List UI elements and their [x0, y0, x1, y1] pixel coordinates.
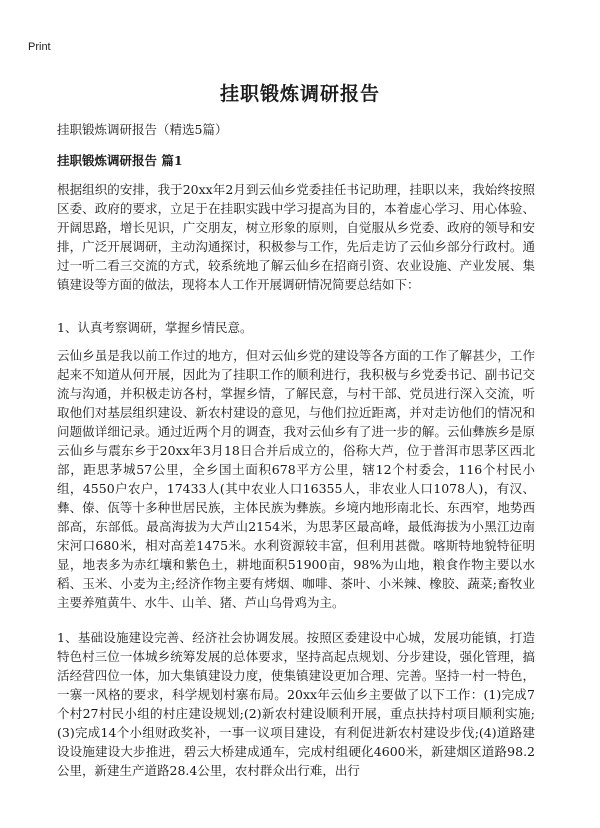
document-title: 挂职锻炼调研报告	[219, 83, 380, 105]
document-subtitle: 挂职锻炼调研报告（精选5篇）	[57, 122, 228, 137]
print-link[interactable]: Print	[28, 41, 51, 53]
paragraph-intro: 根据组织的安排，我于20xx年2月到云仙乡党委挂任书记助理，挂职以来，我始终按照区委、政府的要求，立足于在挂职实践中学习提高为目的，本着虚心学习、用心体验、开阔思路，增长见识，广交朋友，树立形象的原则，自觉服从乡党委、政府的领导和安排，广泛开展调研，主动沟通探讨，积极参与工作，先后走访了云仙乡部分行政村。通过一听二看三交流的方式，较系统地了解云仙乡在招商引资、农业设施、产业发展、集镇建设等方面的做法，现将本人工作开展调研情况简要总结如下：	[57, 182, 535, 292]
paragraph-overview: 云仙乡虽是我以前工作过的地方，但对云仙乡党的建设等各方面的工作了解甚少，工作起来不知道从何开展，因此为了挂职工作的顺利进行，我积极与乡党委书记、副书记交流与沟通，并积极走访各村，掌握乡情，了解民意，与村干部、党员进行深入交流，听取他们对基层组织建设、新农村建设的意见，与他们拉近距离，并对走访他们的情况和问题做详细记录。通过近两个月的调查，我对云仙乡有了进一步的解。云仙彝族乡是原云仙乡与震东乡于20xx年3月18日合并后成立的，俗称大芦，位于普洱市思茅区西北部，距思茅城57公里，全乡国土面积678平方公里，辖12个村委会，116个村民小组，4550户农户，17433人(其中农业人口16355人，非农业人口1078人)，有汉、彝、傣、佤等十多种世居民族，主体民族为彝族。乡境内地形南北长、东西窄，地势西部高，东部低。最高海拔为大芦山2154米，为思茅区最高峰，最低海拔为小黑江边南宋河口680米，相对高差1475米。水利资源较丰富，但利用甚微。喀斯特地貌特征明显，地表多为赤红壤和紫色土，耕地面积51900亩，98%为山地，粮食作物主要以水稻、玉米、小麦为主;经济作物主要有烤烟、咖啡、茶叶、小米辣、橡胶、蔬菜;畜牧业主要养殖黄牛、水牛、山羊、猪、芦山乌骨鸡为主。	[57, 348, 535, 610]
paragraph-point-1: 1、认真考察调研，掌握乡情民意。	[57, 320, 253, 335]
section-heading: 挂职锻炼调研报告 篇1	[57, 153, 183, 168]
paragraph-infrastructure: 1、基础设施建设完善、经济社会协调发展。按照区委建设中心城，发展功能镇，打造特色村三位一体城乡统筹发展的总体要求，坚持高起点规划、分步建设，强化管理，搞活经营四位一体，加大集镇建设力度，使集镇建设更加合理、完善。坚持一村一特色，一寨一风格的要求，科学规划村寨布局。20xx年云仙乡主要做了以下工作：(1)完成7个村27村民小组的村庄建设规划;(2)新农村建设顺利开展，重点扶持村项目顺利实施;(3)完成14个小组财政奖补，一事一议项目建设，有利促进新农村建设步伐;(4)道路建设设施建设大步推进，碧云大桥建成通车，完成村组硬化4600米，新建烟区道路98.2公里，新建生产道路28.4公里，农村群众出行难，出行	[57, 630, 535, 778]
